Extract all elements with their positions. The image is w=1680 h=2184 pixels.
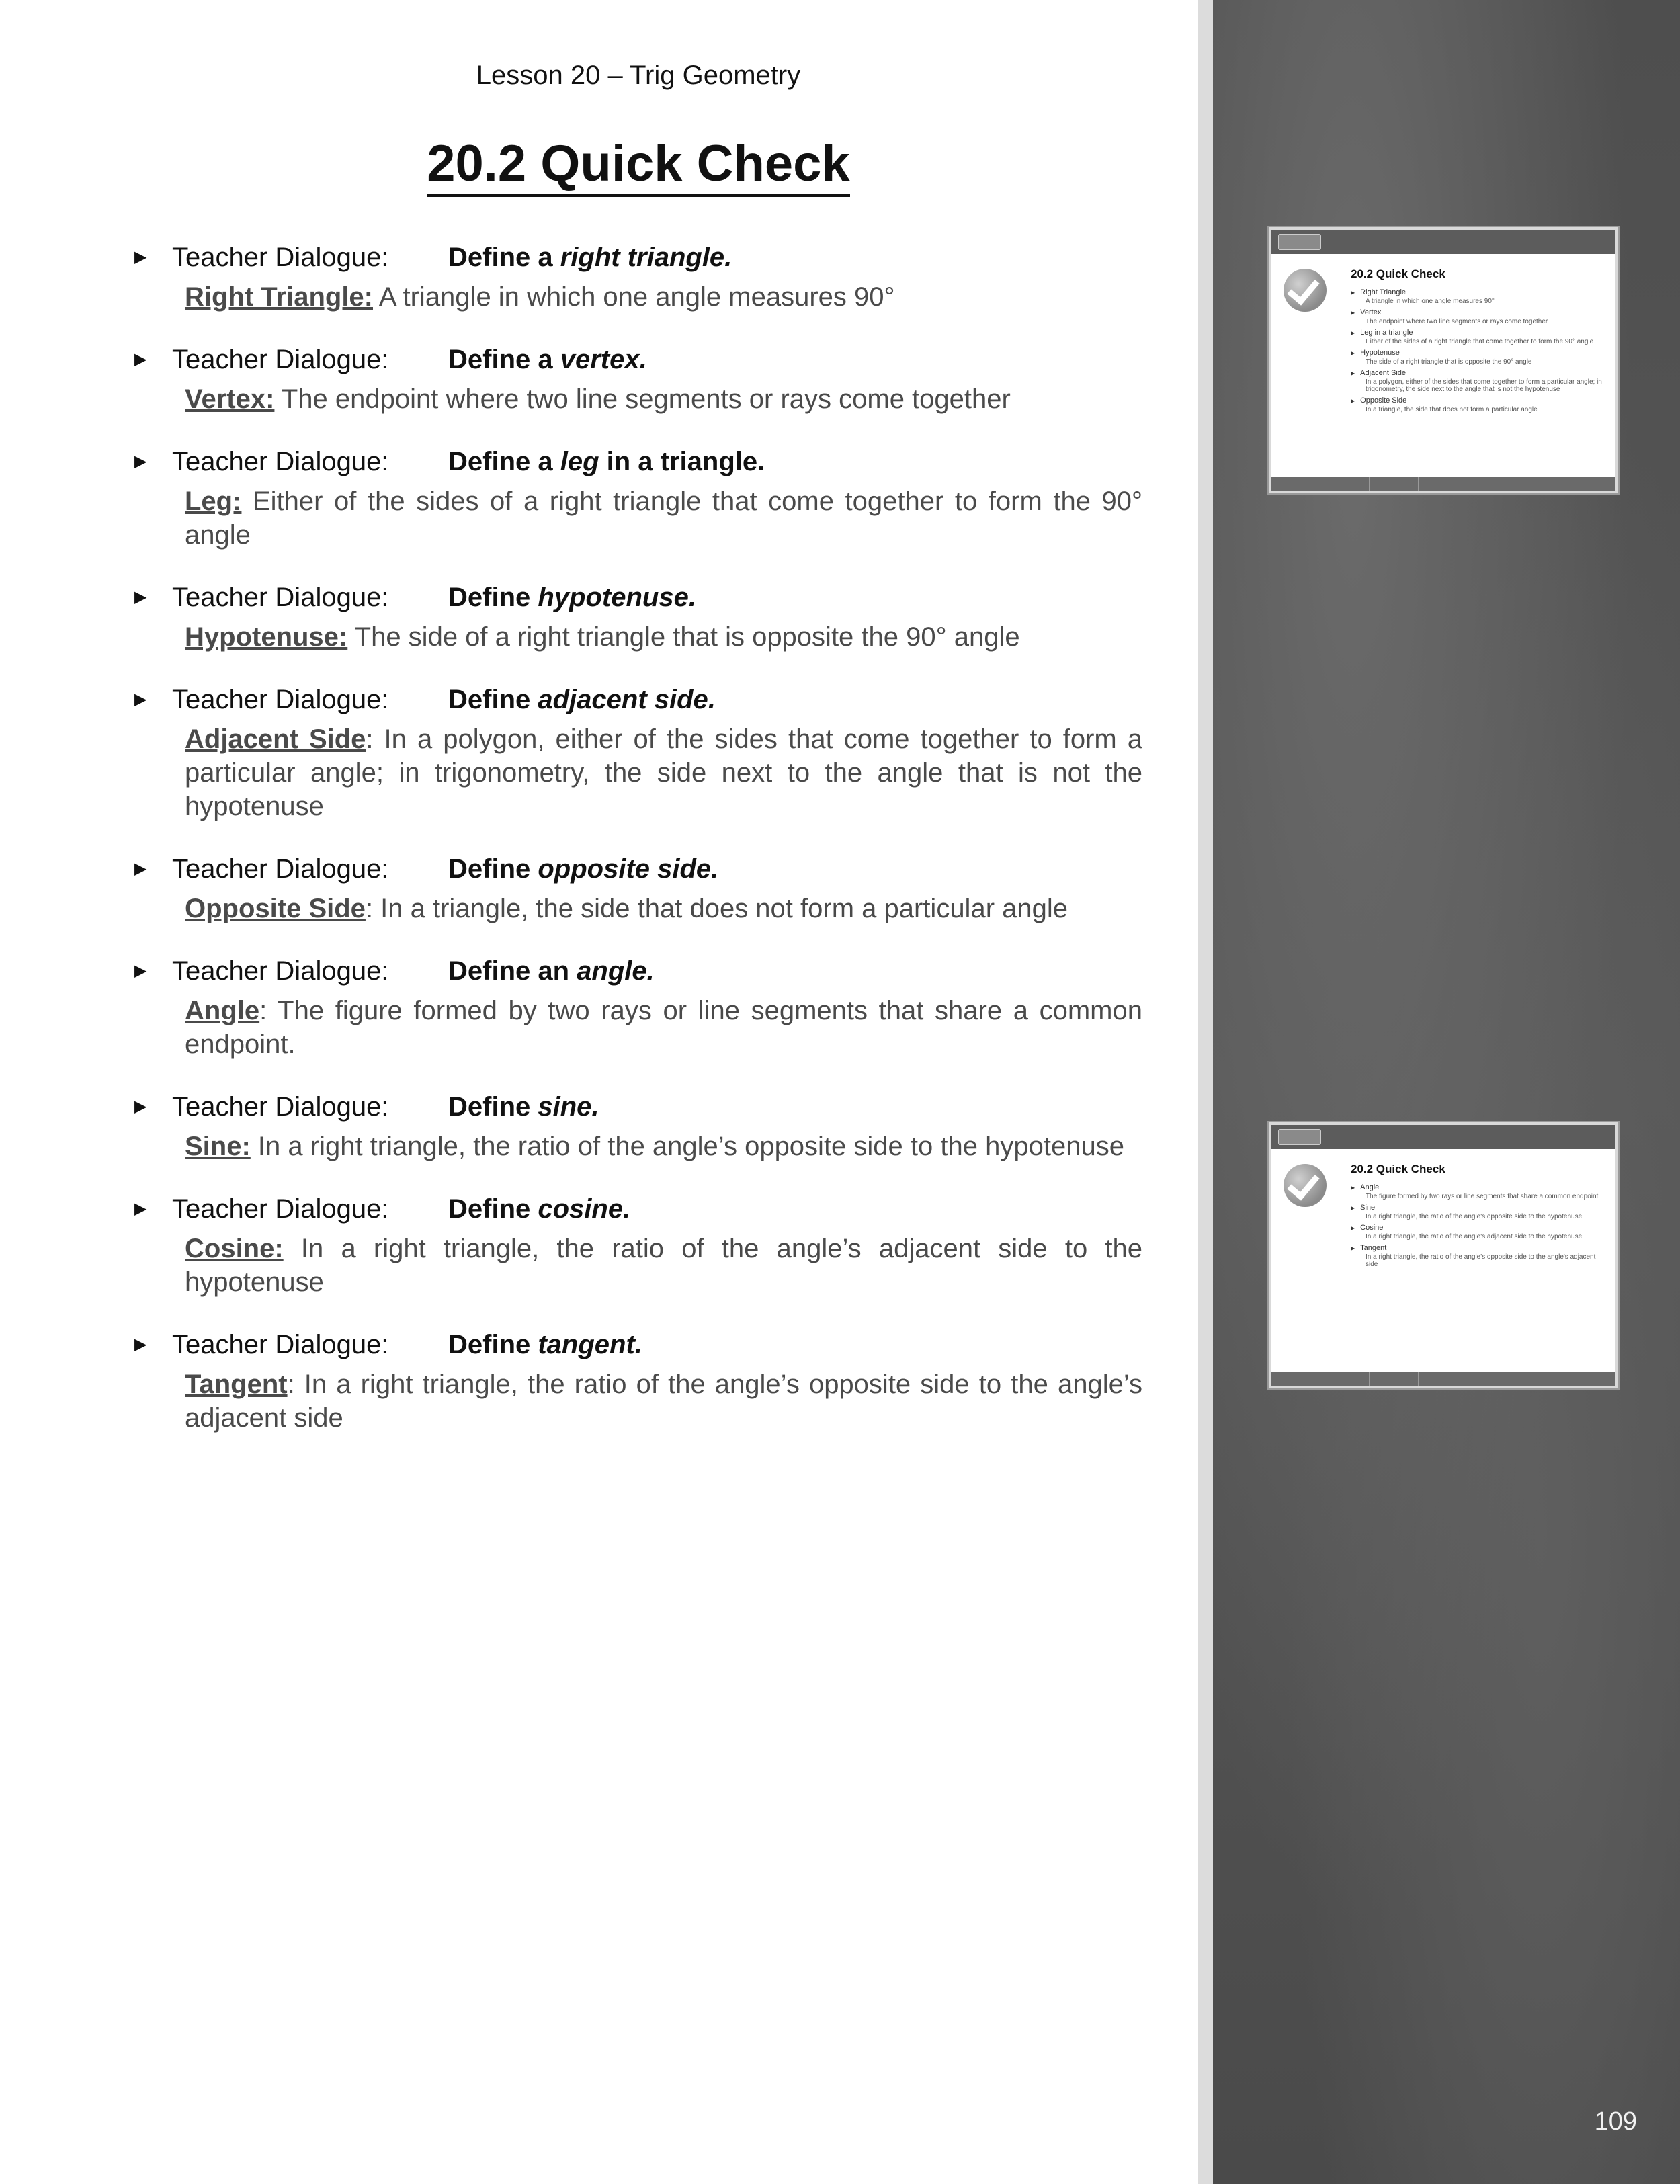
definition-text: In a right triangle, the ratio of the angle’s opposite side to the hypotenuse: [250, 1132, 1124, 1161]
term: Vertex:: [185, 384, 275, 414]
prompt-text: Define adjacent side.: [448, 685, 716, 714]
prompt-label: Teacher Dialogue:: [172, 243, 389, 272]
definition-item: [134, 341, 1142, 416]
slide-def: The figure formed by two rays or line segments that share a common endpoint: [1366, 1193, 1599, 1200]
prompt-text: Define sine.: [448, 1092, 599, 1122]
slide-list: [1351, 288, 1606, 416]
teacher-prompt: [134, 681, 1142, 718]
logo-icon: [1278, 234, 1321, 250]
slide-term: ▶ Angle: [1351, 1183, 1380, 1191]
slide-def: In a right triangle, the ratio of the angle's opposite side to the angle's adjacent side: [1366, 1253, 1596, 1268]
bullet-icon: ▶: [134, 1200, 147, 1218]
bullet-icon: ▶: [134, 248, 147, 266]
prompt-label: Teacher Dialogue:: [172, 956, 389, 986]
term: Leg:: [185, 487, 242, 516]
definition-answer: [185, 892, 1142, 925]
term: Opposite Side: [185, 894, 366, 923]
slide-header-bar: [1271, 1125, 1615, 1149]
definition-text: The endpoint where two line segments or rays come together: [274, 384, 1011, 414]
slide-def: In a triangle, the side that does not form a particular angle: [1366, 406, 1538, 413]
slide-def: In a right triangle, the ratio of the angle's opposite side to the hypotenuse: [1366, 1213, 1583, 1220]
page-title: [0, 134, 1277, 197]
notes-sidebar: [1213, 0, 1680, 2184]
prompt-text: Define cosine.: [448, 1194, 631, 1224]
definition-text: Either of the sides of a right triangle that come together to form the 90° angle: [185, 487, 1142, 550]
prompt-label: Teacher Dialogue:: [172, 854, 389, 884]
definition-text: The side of a right triangle that is opposite the 90° angle: [347, 622, 1020, 652]
prompt-text: Define a right triangle.: [448, 243, 732, 272]
definition-item: [134, 850, 1142, 925]
slide-def: In a right triangle, the ratio of the angle's adjacent side to the hypotenuse: [1366, 1233, 1583, 1241]
definition-answer: [185, 1368, 1142, 1435]
definition-item: [134, 1088, 1142, 1163]
prompt-label: Teacher Dialogue:: [172, 685, 389, 714]
term: Hypotenuse:: [185, 622, 348, 652]
teacher-prompt: [134, 1326, 1142, 1363]
term: Right Triangle:: [185, 282, 373, 312]
prompt-text: Define tangent.: [448, 1330, 642, 1359]
prompt-label: Teacher Dialogue:: [172, 1330, 389, 1359]
slide-def: The endpoint where two line segments or rays come together: [1366, 318, 1548, 325]
teacher-prompt: [134, 579, 1142, 616]
prompt-label: Teacher Dialogue:: [172, 1092, 389, 1122]
term: Sine:: [185, 1132, 251, 1161]
slide-term: ▶ Sine: [1351, 1204, 1376, 1212]
slide-title: 20.2 Quick Check: [1351, 1163, 1445, 1175]
term: Angle: [185, 996, 260, 1025]
lesson-header: Lesson 20 – Trig Geometry: [476, 60, 801, 90]
prompt-label: Teacher Dialogue:: [172, 447, 389, 476]
definition-answer: [185, 1232, 1142, 1299]
bullet-icon: ▶: [134, 1097, 147, 1116]
bullet-icon: ▶: [134, 690, 147, 708]
definition-item: [134, 579, 1142, 654]
page-divider: [1198, 0, 1213, 2184]
definition-item: [134, 1326, 1142, 1435]
definition-text: : In a triangle, the side that does not form a particular angle: [365, 894, 1068, 923]
definition-text: A triangle in which one angle measures 90°: [373, 282, 895, 312]
logo-icon: [1278, 1129, 1321, 1145]
definition-answer: [185, 620, 1142, 654]
teacher-prompt: [134, 341, 1142, 378]
definition-item: [134, 952, 1142, 1061]
bullet-icon: ▶: [134, 859, 147, 878]
page-number: 109: [1594, 2107, 1637, 2136]
slide-header-bar: [1271, 230, 1615, 254]
definition-answer: [185, 1130, 1142, 1163]
slide-term: ▶ Adjacent Side: [1351, 369, 1406, 377]
definition-item: [134, 443, 1142, 552]
teacher-prompt: [134, 443, 1142, 480]
term: Tangent: [185, 1370, 288, 1399]
definition-text: : In a polygon, either of the sides that come together to form a particular angle; in trigonometry, the side next to the angle that is not the hypotenuse: [185, 724, 1142, 821]
definition-answer: [185, 382, 1142, 416]
definition-answer: [185, 722, 1142, 823]
slide-def: The side of a right triangle that is opposite the 90° angle: [1366, 358, 1532, 366]
prompt-text: Define a leg in a triangle.: [448, 447, 765, 476]
bullet-icon: ▶: [134, 452, 147, 470]
prompt-text: Define a vertex.: [448, 345, 647, 374]
teacher-prompt: [134, 1190, 1142, 1228]
slide-thumbnail[interactable]: [1269, 1122, 1618, 1388]
term: Cosine:: [185, 1234, 284, 1263]
slide-list: [1351, 1183, 1606, 1271]
slide-term: ▶ Leg in a triangle: [1351, 329, 1413, 337]
definition-item: [134, 239, 1142, 314]
prompt-label: Teacher Dialogue:: [172, 345, 389, 374]
slide-def: A triangle in which one angle measures 90°: [1366, 298, 1495, 305]
prompt-label: Teacher Dialogue:: [172, 1194, 389, 1224]
slide-def: Either of the sides of a right triangle that come together to form the 90° angle: [1366, 338, 1594, 345]
slide-nav-bar: [1271, 477, 1615, 491]
teacher-prompt: [134, 1088, 1142, 1126]
slide-def: In a polygon, either of the sides that come together to form a particular angle; in trigonometry, the side next to the angle that is not the hypotenuse: [1366, 378, 1602, 393]
slide-term: ▶ Opposite Side: [1351, 396, 1407, 405]
checkmark-icon: [1284, 269, 1327, 312]
bullet-icon: ▶: [134, 588, 147, 606]
checkmark-icon: [1284, 1164, 1327, 1207]
bullet-icon: ▶: [134, 350, 147, 368]
prompt-text: Define opposite side.: [448, 854, 719, 884]
slide-nav-bar: [1271, 1372, 1615, 1386]
teacher-prompt: [134, 850, 1142, 888]
prompt-text: Define hypotenuse.: [448, 583, 696, 612]
slide-term: ▶ Hypotenuse: [1351, 349, 1400, 357]
bullet-icon: ▶: [134, 1335, 147, 1353]
definition-text: In a right triangle, the ratio of the angle’s adjacent side to the hypotenuse: [185, 1234, 1142, 1297]
slide-term: ▶ Right Triangle: [1351, 288, 1406, 296]
slide-term: ▶ Tangent: [1351, 1244, 1387, 1252]
slide-title: 20.2 Quick Check: [1351, 267, 1445, 280]
definition-item: [134, 1190, 1142, 1299]
definition-answer: [185, 485, 1142, 552]
definition-text: : In a right triangle, the ratio of the angle’s opposite side to the angle’s adjacent side: [185, 1370, 1142, 1433]
bullet-icon: ▶: [134, 962, 147, 980]
definitions-list: [134, 239, 1142, 1462]
prompt-label: Teacher Dialogue:: [172, 583, 389, 612]
slide-thumbnail[interactable]: [1269, 227, 1618, 493]
definition-text: : The figure formed by two rays or line segments that share a common endpoint.: [185, 996, 1142, 1059]
term: Adjacent Side: [185, 724, 366, 754]
teacher-prompt: [134, 239, 1142, 276]
definition-answer: [185, 280, 1142, 314]
slide-term: ▶ Vertex: [1351, 308, 1382, 317]
page-title-text: 20.2 Quick Check: [427, 134, 849, 197]
prompt-text: Define an angle.: [448, 956, 655, 986]
teacher-prompt: [134, 952, 1142, 990]
definition-answer: [185, 994, 1142, 1061]
definition-item: [134, 681, 1142, 823]
slide-term: ▶ Cosine: [1351, 1224, 1384, 1232]
